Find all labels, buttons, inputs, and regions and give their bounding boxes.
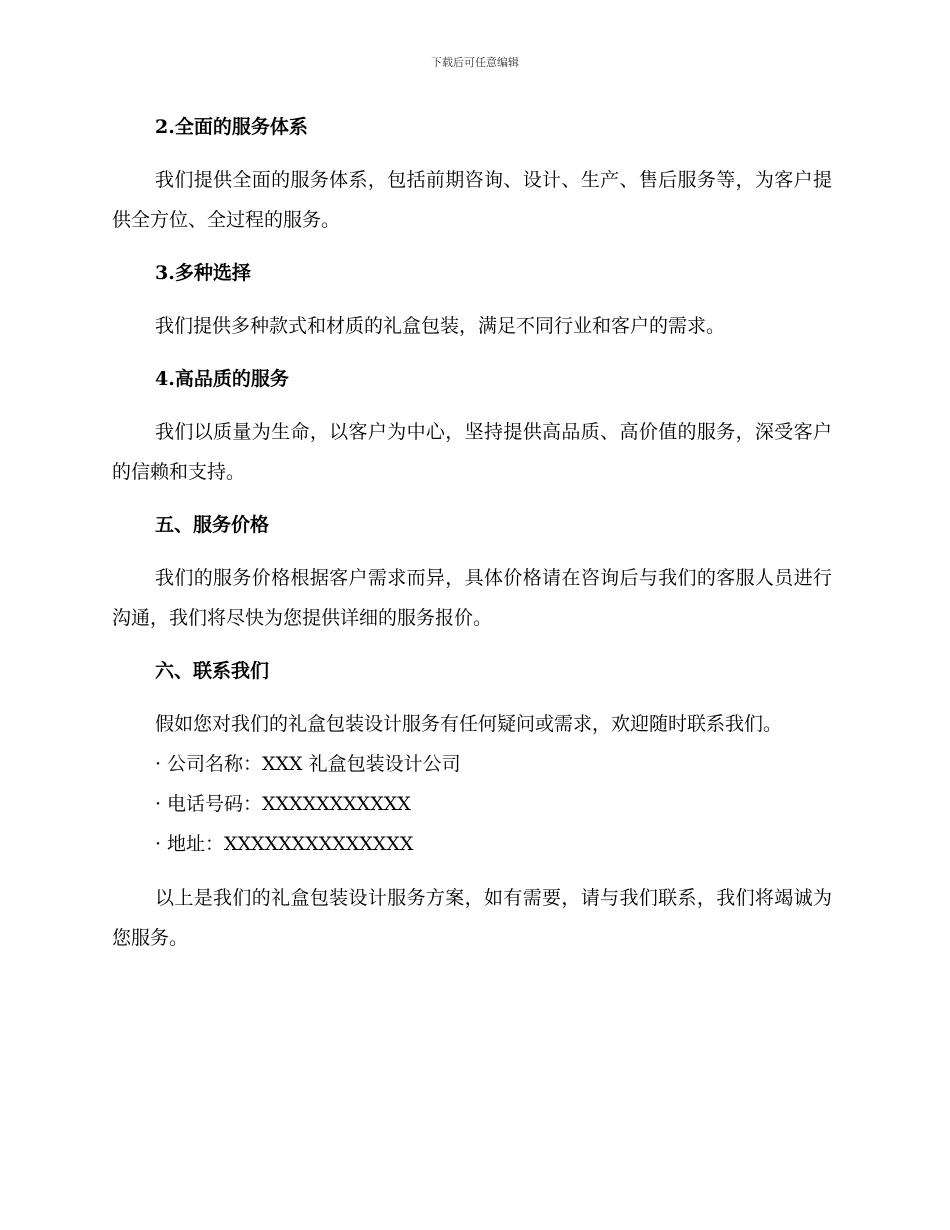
section-paragraph-high-quality: 我们以质量为生命，以客户为中心，坚持提供高品质、高价值的服务，深受客户的信赖和支持。 [112, 421, 832, 483]
section-paragraph-multiple-choices: 我们提供多种款式和材质的礼盒包装，满足不同行业和客户的需求。 [155, 315, 726, 337]
section-heading-service-price: 五、服务价格 [155, 514, 270, 536]
bullet-dot-icon: · [155, 753, 162, 775]
contact-item-phone [112, 784, 832, 824]
section-paragraph-comprehensive-service: 我们提供全面的服务体系，包括前期咨询、设计、生产、售后服务等，为客户提供全方位、全过程的服务。 [112, 169, 832, 231]
section-paragraph-service-price: 我们的服务价格根据客户需求而异，具体价格请在咨询后与我们的客服人员进行沟通，我们将尽快为您提供详细的服务报价。 [112, 567, 832, 629]
closing-paragraph: 以上是我们的礼盒包装设计服务方案，如有需要，请与我们联系，我们将竭诚为您服务。 [112, 887, 832, 949]
page-header: 下载后可任意编辑 [431, 56, 519, 69]
contact-item-company [112, 744, 832, 784]
bullet-dot-icon: · [155, 793, 162, 815]
section-heading-high-quality: 4.高品质的服务 [155, 368, 289, 390]
contact-item-address [112, 824, 832, 864]
section-heading-contact-us: 六、联系我们 [155, 660, 270, 682]
contact-address-text: 地址：XXXXXXXXXXXXXX [167, 833, 414, 855]
section-paragraph-contact-us: 假如您对我们的礼盒包装设计服务有任何疑问或需求，欢迎随时联系我们。 [155, 713, 783, 735]
section-heading-multiple-choices: 3.多种选择 [155, 262, 251, 284]
contact-company-text: 公司名称：XXX 礼盒包装设计公司 [167, 753, 461, 775]
section-heading-comprehensive-service: 2.全面的服务体系 [155, 116, 308, 138]
bullet-dot-icon: · [155, 833, 162, 855]
contact-phone-text: 电话号码：XXXXXXXXXXX [167, 793, 411, 815]
document-body [112, 108, 832, 958]
